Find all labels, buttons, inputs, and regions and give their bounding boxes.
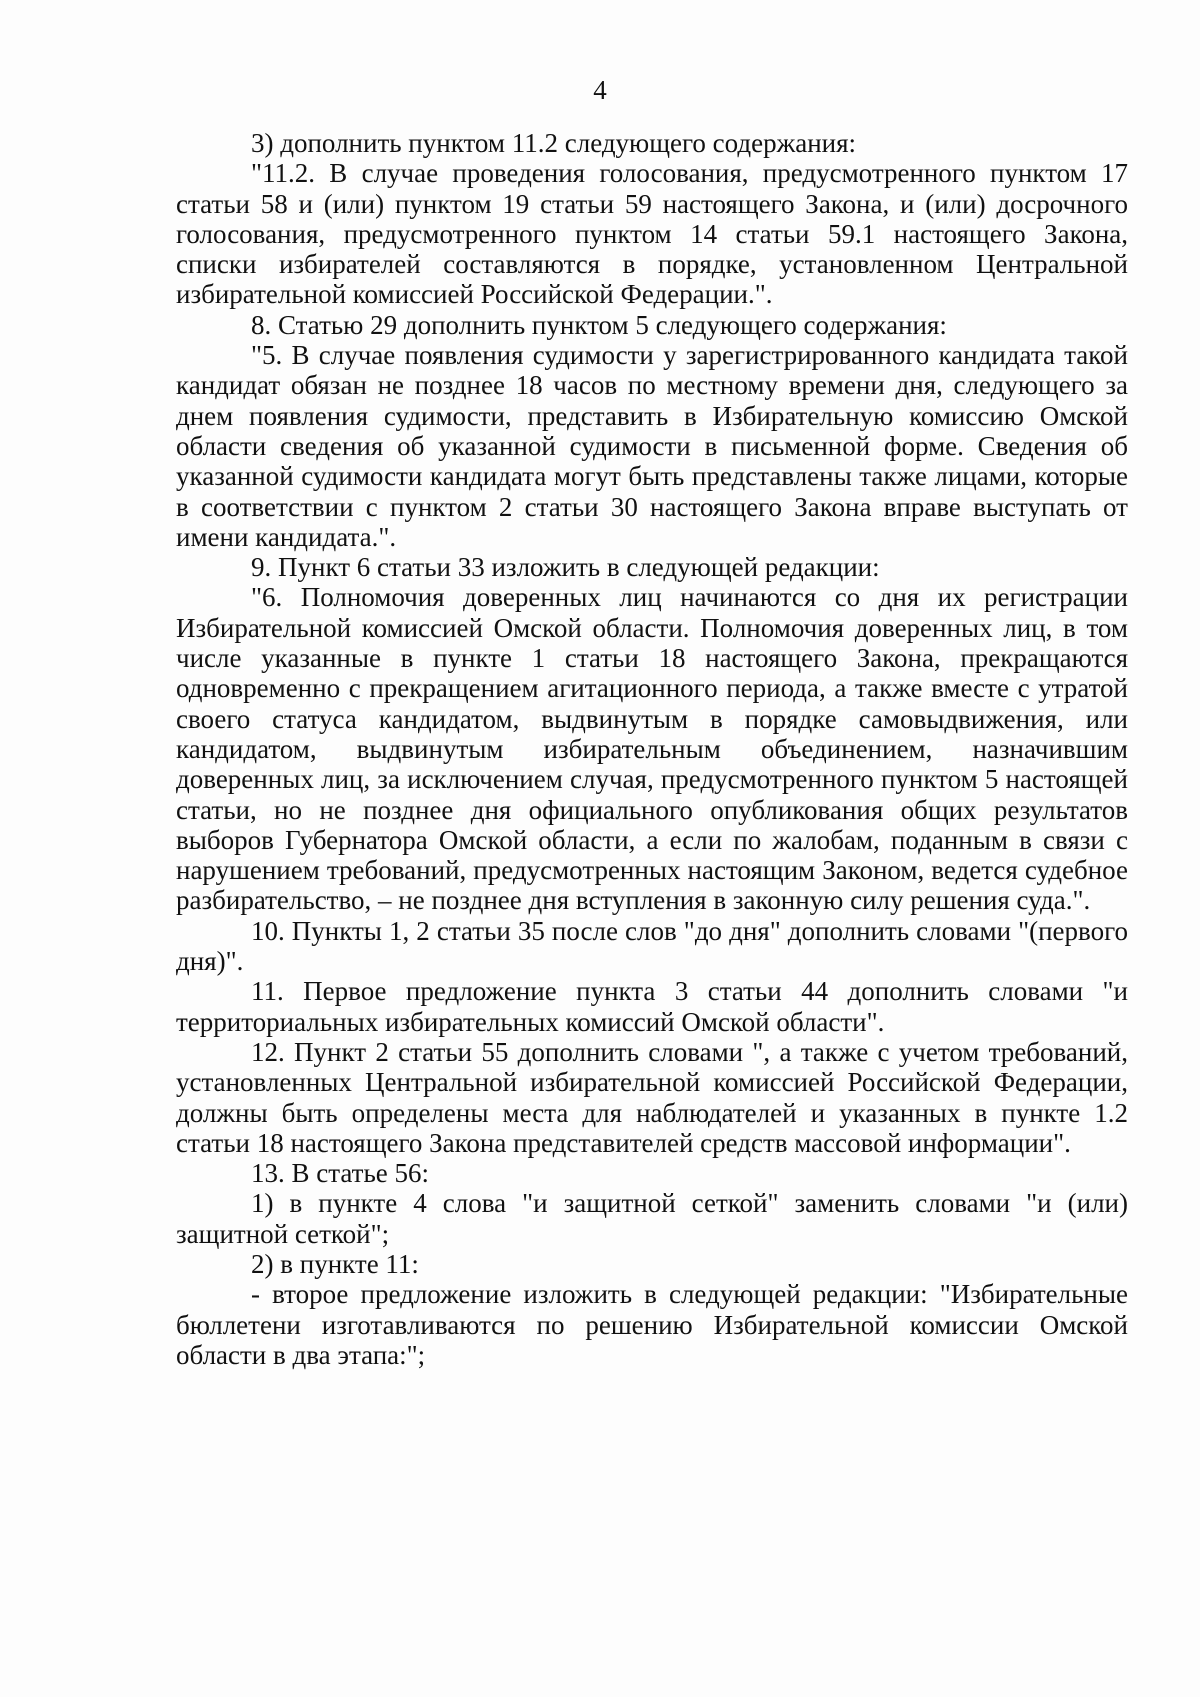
paragraph-second-sentence: - второе предложение изложить в следующей редакции: "Избирательные бюллетени изготавливаются по решению Избирательной комиссии Омской области в два этапа:"; [176, 1279, 1128, 1370]
paragraph-quote-6: "6. Полномочия доверенных лиц начинаются со дня их регистрации Избирательной комиссией Омской области. Полномочия доверенных лиц, в том числе указанные в пункте 1 статьи 18 настоящего Закона, прекращаются одновременно с прекращением агитационного периода, а также вместе с утратой своего статуса кандидатом, выдвинутым в порядке самовыдвижения, или кандидатом, выдвинутым избирательным объединением, назначившим доверенных лиц, за исключением случая, предусмотренного пунктом 5 настоящей статьи, но не позднее дня официального опубликования общих результатов выборов Губернатора Омской области, а если по жалобам, поданным в связи с нарушением требований, предусмотренных настоящим Законом, ведется судебное разбирательство, – не позднее дня вступления в законную силу решения суда.". [176, 582, 1128, 916]
paragraph-item-3: 3) дополнить пунктом 11.2 следующего содержания: [251, 128, 857, 158]
paragraph-quote-11-2: "11.2. В случае проведения голосования, предусмотренного пунктом 17 статьи 58 и (или) пунктом 19 статьи 59 настоящего Закона, и (или) досрочного голосования, предусмотренного пунктом 14 статьи 59.1 настоящего Закона, списки избирателей составляются в порядке, установленном Центральной избирательной комиссией Российской Федерации.". [176, 158, 1128, 310]
document-body [176, 128, 1128, 1370]
paragraph-sub-2: 2) в пункте 11: [251, 1248, 419, 1279]
paragraph-article-10: 10. Пункты 1, 2 статьи 35 после слов "до дня" дополнить словами "(первого дня)". [176, 915, 1128, 977]
paragraph-article-11: 11. Первое предложение пункта 3 статьи 44 дополнить словами "и территориальных избирательных комиссий Омской области". [176, 976, 1128, 1037]
paragraph-article-13: 13. В статье 56: [251, 1158, 430, 1189]
paragraph-article-9: 9. Пункт 6 статьи 33 изложить в следующей редакции: [251, 552, 880, 583]
paragraph-sub-1: 1) в пункте 4 слова "и защитной сеткой" заменить словами "и (или) защитной сеткой"; [176, 1188, 1128, 1249]
page-number: 4 [593, 75, 607, 105]
paragraph-article-8: 8. Статью 29 дополнить пунктом 5 следующего содержания: [251, 309, 947, 340]
paragraph-quote-5: "5. В случае появления судимости у зарегистрированного кандидата такой кандидат обязан не позднее 18 часов по местному времени дня, следующего за днем появления судимости, представить в Избирательную комиссию Омской области сведения об указанной судимости в письменной форме. Сведения об указанной судимости кандидата могут быть представлены также лицами, которые в соответствии с пунктом 2 статьи 30 настоящего Закона вправе выступать от имени кандидата.". [176, 340, 1128, 552]
paragraph-article-12: 12. Пункт 2 статьи 55 дополнить словами ", а также с учетом требований, установленных Центральной избирательной комиссией Российской Федерации, должны быть определены места для наблюдателей и указанных в пункте 1.2 статьи 18 настоящего Закона представителей средств массовой информации". [176, 1036, 1128, 1158]
